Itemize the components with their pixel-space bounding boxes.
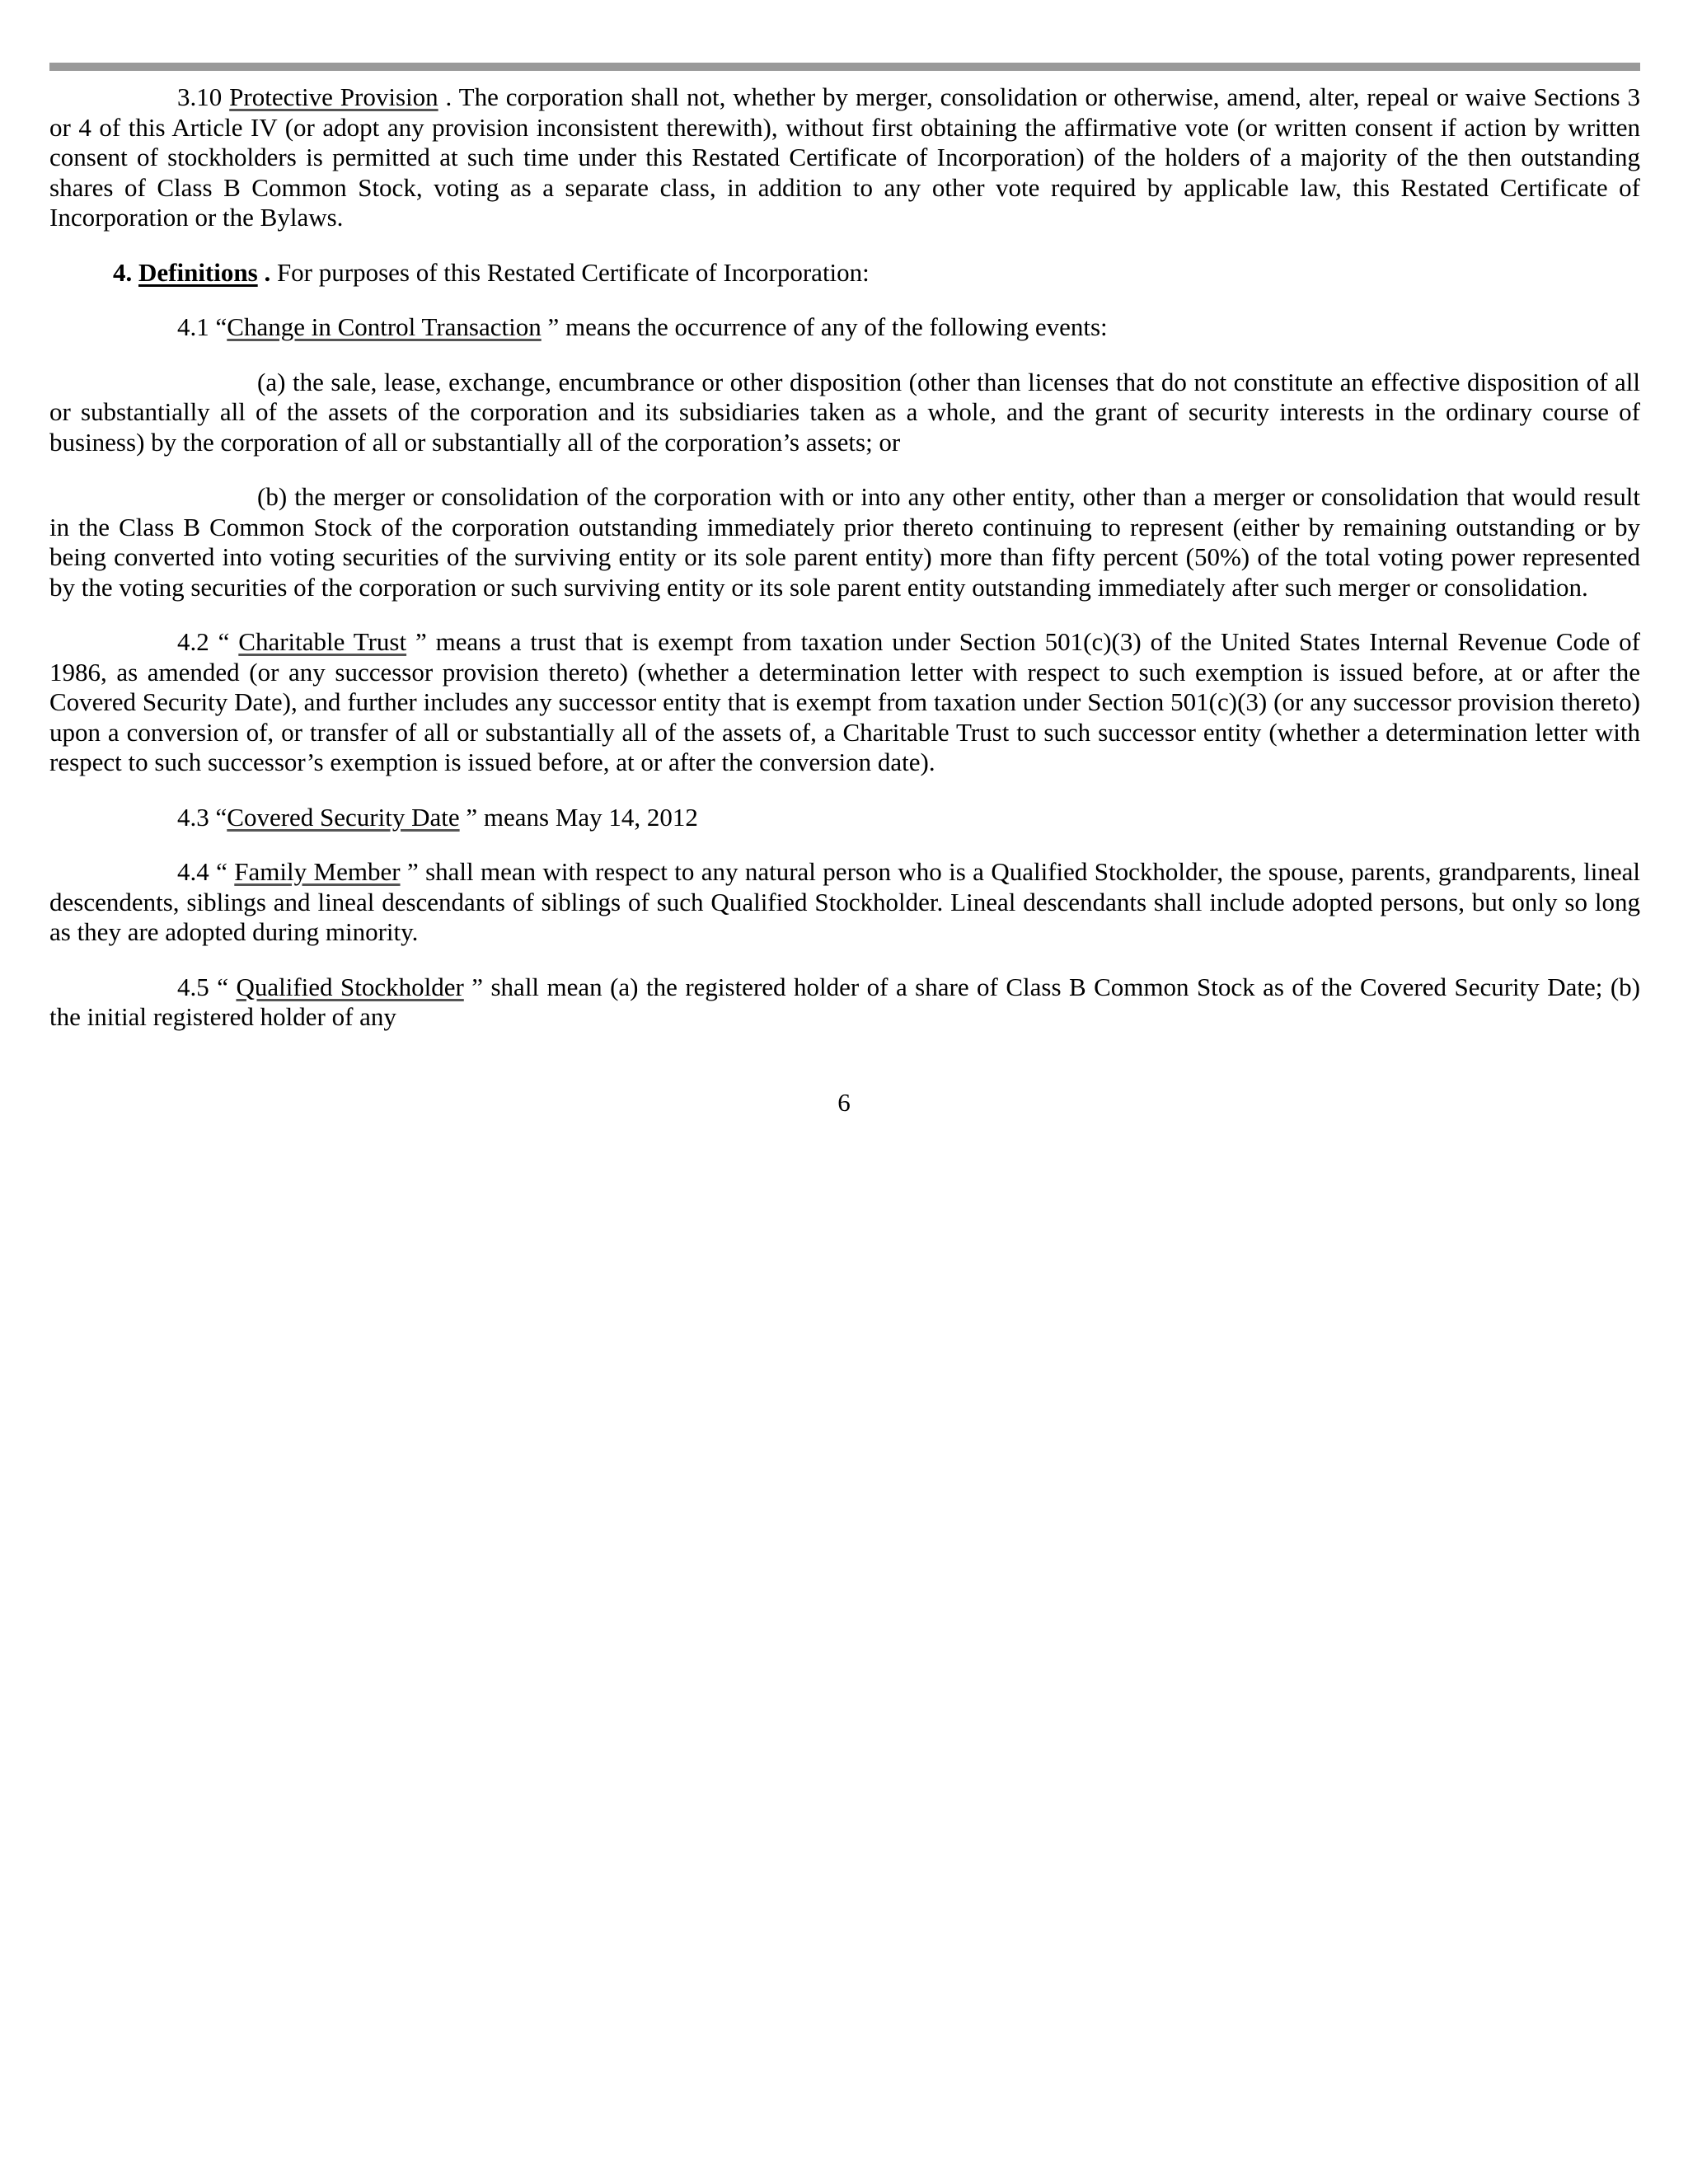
section-4-2 (49, 627, 1640, 778)
section-4-1-a (49, 368, 1640, 458)
section-4-3 (49, 803, 1640, 833)
section-4-definitions (49, 258, 1640, 288)
section-text: ” means May 14, 2012 (466, 802, 698, 832)
section-title: Definitions (138, 257, 258, 287)
section-number: 4.5 “ (177, 972, 228, 1001)
section-text: . The corporation shall not, whether by merger, consolidation or otherwise, amend, alter, repeal or waive Sections 3 or 4 of this Article IV (or adopt any provision inconsistent therewith), without first obtaining the affirmative vote (or written consent if action by written consent of stockholders is permitted at such time under this Restated Certificate of Incorporation) of the holders of a majority of the then outstanding shares of Class B Common Stock, voting as a separate class, in addition to any other vote required by applicable law, this Restated Certificate of Incorporation or the Bylaws. (49, 82, 1641, 232)
defined-term-qualified-stockholder: Qualified Stockholder (236, 972, 464, 1001)
defined-term-protective-provision: Protective Provision (229, 82, 438, 111)
section-number: 3.10 (177, 82, 223, 111)
section-3-10 (49, 82, 1640, 233)
defined-term-family-member: Family Member (234, 857, 401, 886)
section-number: 4. (113, 257, 133, 287)
section-text: For purposes of this Restated Certificate of Incorporation: (276, 257, 870, 287)
section-text: ” shall mean with respect to any natural person who is a Qualified Stockholder, the spouse, parents, grandparents, lineal descendents, siblings and lineal descendants of siblings of such Qualified Stockholder. Lineal descendants shall include adopted persons, but only so long as they are adopted during minority. (49, 857, 1641, 946)
section-text: ” means a trust that is exempt from taxation under Section 501(c)(3) of the United States Internal Revenue Code of 1986, as amended (or any successor provision thereto) (whether a determination letter with respect to such exemption is issued before, at or after the Covered Security Date), and further includes any successor entity that is exempt from taxation under Section 501(c)(3) (or any successor provision thereto) upon a conversion of, or transfer of all or substantially all of the assets of, a Charitable Trust to such successor entity (whether a determination letter with respect to such successor’s exemption is issued before, at or after the conversion date). (49, 627, 1641, 776)
section-text: ” shall mean (a) the registered holder of a share of Class B Common Stock as of the Covered Security Date; (b) the initial registered holder of any (49, 972, 1640, 1031)
section-4-1 (49, 312, 1640, 343)
section-text: ” means the occurrence of any of the following events: (547, 312, 1108, 341)
section-number: 4.3 “ (177, 802, 227, 832)
section-number: 4.1 “ (177, 312, 227, 341)
section-number: 4.4 “ (177, 857, 227, 886)
section-4-1-b (49, 482, 1640, 602)
section-number: 4.2 “ (177, 627, 230, 656)
section-4-5 (49, 972, 1640, 1033)
clause-text: (a) the sale, lease, exchange, encumbrance or other disposition (other than licenses that do not constitute an effective disposition of all or substantially all of the assets of the corporation and its subsidiaries taken as a whole, and the grant of security interests in the ordinary course of business) by the corporation of all or substantially all of the corporation’s assets; or (49, 367, 1640, 457)
section-4-4 (49, 857, 1640, 948)
clause-text: (b) the merger or consolidation of the corporation with or into any other entity, other than a merger or consolidation that would result in the Class B Common Stock of the corporation outstanding immediately prior thereto continuing to represent (either by remaining outstanding or by being converted into voting securities of the surviving entity or its sole parent entity) more than fifty percent (50%) of the total voting power represented by the voting securities of the corporation or such surviving entity or its sole parent entity outstanding immediately after such merger or consolidation. (49, 482, 1640, 602)
defined-term-change-in-control-transaction: Change in Control Transaction (227, 312, 542, 341)
defined-term-charitable-trust: Charitable Trust (238, 627, 407, 656)
page-number: 6 (837, 1088, 851, 1117)
defined-term-covered-security-date: Covered Security Date (227, 802, 460, 832)
section-title-dot: . (264, 257, 271, 287)
document-body (49, 82, 1640, 1057)
top-rule (49, 63, 1640, 71)
